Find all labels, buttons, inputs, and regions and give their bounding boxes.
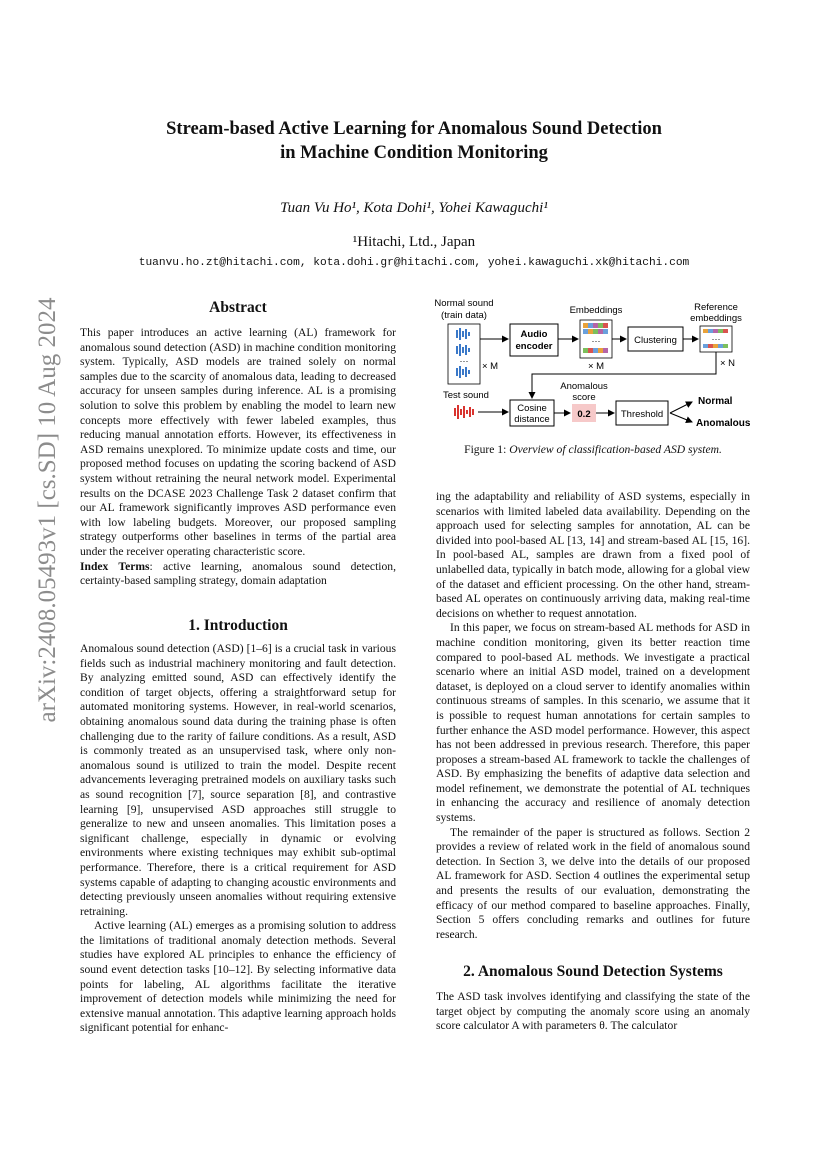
times-n: × N — [720, 358, 736, 369]
reference-label-2: embeddings — [690, 313, 742, 324]
index-terms — [80, 560, 396, 589]
anomalous-score-label-2: score — [572, 392, 596, 403]
abstract-body — [80, 326, 396, 589]
reference-label-1: Reference — [694, 302, 738, 313]
dots-embeddings: ··· — [591, 336, 601, 346]
intro-paragraph-1: Anomalous sound detection (ASD) [1–6] is a crucial task in various fields such as industrial machinery monitoring and fault detection. By analyzing emitted sound, ASD can effectively identify the condition of target objects, offering a straightforward setup for automated monitoring systems. However, in real-world scenarios, obtaining anomalous sound data during the training phase is often challenging due to the rarity of failure conditions. As a result, ASD is commonly treated as an unsupervised task, where only non-anomalous sound is utilized to train the model. Despite recent advancements leveraging pretrained models on auxiliary tasks such as sound recognition [7], source separation [8], and contrastive learning [9], unsupervised ASD approaches still struggle to generalize to new and unseen anomalies. This limitation poses a significant challenge, especially in dynamic or evolving environments where existing techniques may exhibit sub-optimal performance. Therefore, there is a critical requirement for ASD systems capable of adapting to changing acoustic environments and detecting previously unseen anomalies without requiring extensive retraining. — [80, 642, 396, 918]
section-2-paragraph-1: The ASD task involves identifying and classifying the state of the target object by computing the anomaly score using an anomaly score calculator A with parameters θ. The calculator — [436, 990, 750, 1033]
intro-body — [80, 642, 396, 1036]
cosine-label-2: distance — [514, 414, 550, 425]
intro-paragraph-2: Active learning (AL) emerges as a promising solution to address the limitations of traditional anomaly detection methods. Several studies have explored AL principles to enhance the efficiency of sound event detection tasks [10–12]. By selecting informative data points for labeling, AL algorithms facilitate the iterative improvement of detection models while minimizing the need for extensive manual annotation. This adaptive learning approach holds significant potential for enhanc- — [80, 919, 396, 1035]
anomalous-label: Anomalous — [696, 418, 751, 429]
right-column-body — [436, 490, 750, 942]
right-paragraph-2: In this paper, we focus on stream-based AL methods for ASD in machine condition monitoring, given its better reaction time compared to pool-based AL methods. We investigate a practical scenario where an initial ASD model, trained on a development dataset, is deployed on a cloud server to identify anomalies within continuous streams of samples. In this scenario, we assume that it is possible to request human annotations for certain samples to further enhance the ASD model performance. However, this aspect has not been addressed in previous research. Therefore, this paper proposes a stream-based AL framework to tackle the challenges of ASD. By emphasizing the benefits of adaptive data selection and model refinement, we demonstrate the potential of AL techniques in enhancing the accuracy and resilience of anomaly detection systems. — [436, 621, 750, 825]
abstract-heading: Abstract — [209, 299, 267, 316]
section-2-body — [436, 990, 750, 1034]
affiliation: ¹Hitachi, Ltd., Japan — [352, 234, 476, 250]
cosine-label-1: Cosine — [517, 403, 547, 414]
title-line-2: in Machine Condition Monitoring — [280, 143, 548, 163]
times-m-2: × M — [587, 361, 605, 372]
authors: Tuan Vu Ho¹, Kota Dohi¹, Yohei Kawaguchi¹ — [280, 200, 548, 216]
train-data-label: (train data) — [441, 310, 487, 321]
caption-text: Overview of classification-based ASD system. — [509, 443, 722, 456]
right-paragraph-1: ing the adaptability and reliability of ASD systems, especially in scenarios with limited labeled data availability. Depending on the approach used for selecting samples for annotation, AL can be divided into pool-based AL [13, 14] and stream-based AL [15, 16]. In pool-based AL, samples are drawn from a fixed pool of unlabelled data, typically in batch mode, allowing for a global view of the dataset and efficient processing. On the other hand, stream-based AL operates on continuously arriving data, making real-time decisions on whether to request annotation. — [436, 490, 750, 620]
intro-heading: 1. Introduction — [188, 617, 288, 634]
audio-encoder-label-1: Audio — [520, 329, 548, 340]
index-terms-label: Index Terms — [80, 559, 150, 573]
figure-1-caption — [436, 443, 750, 456]
waveform-icon — [456, 328, 470, 378]
caption-label: Figure 1: — [464, 443, 510, 456]
normal-label: Normal — [698, 396, 733, 407]
abstract-text: This paper introduces an active learning (AL) framework for anomalous sound detection (ASD) in machine condition monitoring system. Typically, ASD models are trained solely on normal samples due to the scarcity of anomalous data, leading to decreased accuracy for unseen samples during inference. AL is a promising solution to solve this problem by enabling the model to learn new concepts more effectively with fewer labeled examples, thus reducing manual annotation efforts. However, its effectiveness in ASD remains unexplored. To minimize update costs and time, our proposed method focuses on updating the scoring backend of ASD system without retraining the neural network model. Experimental results on the DCASE 2023 Challenge Task 2 dataset confirm that our AL framework significantly improves ASD performance even with low labeling budgets. Moreover, our proposed sampling strategy outperforms other baselines in terms of the partial area under the receiver operating characteristic score. — [80, 326, 396, 558]
test-waveform-icon — [454, 405, 474, 419]
emails: tuanvu.ho.zt@hitachi.com, kota.dohi.gr@hitachi.com, yohei.kawaguchi.xk@hitachi.com — [138, 257, 690, 269]
arrow-to-normal — [670, 402, 692, 413]
audio-encoder-label-2: encoder — [515, 341, 553, 352]
clustering-label: Clustering — [634, 335, 677, 346]
index-terms-text: : active learning, anomalous sound detection, certainty-based sampling strategy, domain adaptation — [80, 559, 397, 588]
paper-title — [0, 117, 828, 165]
title-line-1: Stream-based Active Learning for Anomalous Sound Detection — [166, 119, 662, 139]
normal-sound-label: Normal sound — [434, 298, 494, 309]
times-m-1: × M — [482, 361, 499, 372]
right-paragraph-3: The remainder of the paper is structured as follows. Section 2 provides a review of related work in the field of anomalous sound detection. In Section 3, we delve into the details of our proposed AL framework for ASD. Section 4 outlines the experimental setup and presents the results of our evaluation, demonstrating the efficacy of our method compared to baseline approaches. Finally, Section 5 offers concluding remarks and outlines for future research. — [436, 825, 750, 941]
anomalous-score-label-1: Anomalous — [560, 381, 608, 392]
score-value: 0.2 — [577, 409, 591, 420]
arrow-to-anomalous — [670, 413, 692, 422]
section-2-heading: 2. Anomalous Sound Detection Systems — [463, 963, 723, 980]
arxiv-sidebar: arXiv:2408.05493v1 [cs.SD] 10 Aug 2024 — [34, 297, 61, 723]
dots-reference: ··· — [711, 334, 721, 344]
embeddings-label: Embeddings — [569, 305, 623, 316]
figure-1-diagram — [430, 294, 760, 436]
threshold-label: Threshold — [620, 409, 664, 420]
test-sound-label: Test sound — [443, 390, 489, 401]
dots-train: ··· — [459, 356, 469, 366]
